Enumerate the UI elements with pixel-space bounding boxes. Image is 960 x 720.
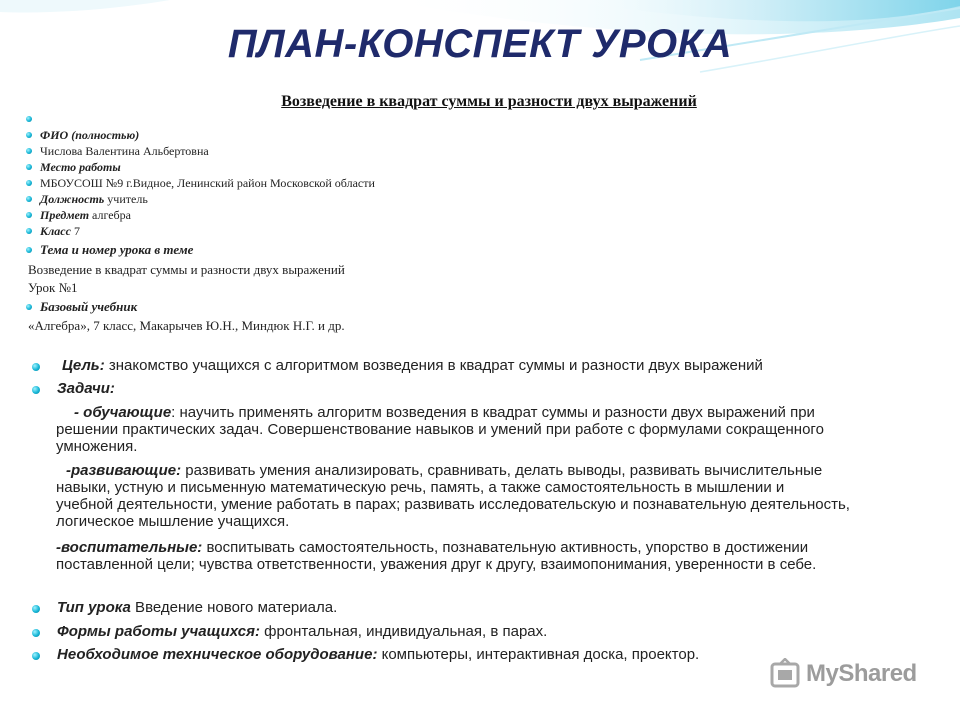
teach-line-3: умножения. (56, 438, 138, 455)
educate-line-1: воспитывать самостоятельность, познавательную активность, упорство в достижении (202, 539, 809, 556)
lesson-type-label: Тип урока (57, 599, 131, 616)
class-label: Класс (40, 224, 71, 238)
watermark-text: MyShared (806, 660, 917, 687)
bullet-icon (33, 606, 41, 614)
topic-value: Возведение в квадрат суммы и разности двух выражений (28, 262, 345, 277)
position-value: учитель (104, 192, 148, 206)
develop-line-4: логическое мышление учащихся. (56, 513, 290, 530)
textbook-value: «Алгебра», 7 класс, Макарычев Ю.Н., Миндюк Н.Г. и др. (28, 318, 345, 333)
develop-block (56, 462, 850, 530)
develop-line-1: развивать умения анализировать, сравнивать, делать выводы, развивать вычислительные (181, 462, 823, 479)
teach-label: - обучающие (74, 404, 172, 421)
work-forms-value: фронтальная, индивидуальная, в парах. (259, 623, 548, 640)
position-label: Должность (40, 192, 105, 206)
educate-line-2: поставленной цели; чувства ответственности, уважения друг к другу, взаимопонимания, уверенности в себе. (56, 556, 817, 573)
bullet-icon (26, 196, 34, 204)
subject-value: алгебра (89, 208, 131, 222)
lesson-type-value: Введение нового материала. (130, 599, 338, 616)
textbook-label: Базовый учебник (40, 299, 138, 314)
bullet-icon (33, 630, 41, 638)
work-label: Место работы (40, 160, 121, 174)
topic-label: Тема и номер урока в теме (40, 242, 194, 257)
bullet-icon (26, 116, 34, 124)
goal-label: Цель: (62, 357, 105, 374)
position-line (40, 192, 148, 207)
bullet-icon (33, 653, 41, 661)
develop-label: -развивающие: (66, 462, 182, 479)
class-line (40, 224, 80, 239)
work-forms-line (57, 623, 547, 640)
lesson-type-line (57, 599, 337, 616)
teach-block (56, 404, 824, 455)
bullet-icon (26, 164, 34, 172)
bullet-icon (26, 180, 34, 188)
tasks-line (57, 380, 115, 397)
bullet-icon (26, 132, 34, 140)
equipment-label: Необходимое техническое оборудование: (57, 646, 378, 663)
lesson-subtitle: Возведение в квадрат суммы и разности двух выражений (281, 93, 697, 110)
educate-label: -воспитательные: (56, 539, 203, 556)
work-forms-label: Формы работы учащихся: (57, 623, 260, 640)
bullet-icon (26, 228, 34, 236)
goal-value: знакомство учащихся с алгоритмом возведения в квадрат суммы и разности двух выражений (104, 357, 763, 374)
bullet-icon (26, 304, 34, 312)
equipment-line (57, 646, 699, 663)
tasks-label: Задачи: (57, 380, 115, 397)
develop-line-2: навыки, устную и письменную математическую речь, память, а также самостоятельность в мышлении и (56, 479, 785, 496)
subject-line (40, 208, 131, 223)
goal-line (62, 357, 763, 374)
fio-label: ФИО (полностью) (40, 128, 140, 142)
develop-line-3: учебной деятельности, умение работать в парах; развивать исследовательскую и познавательную деятельность, (56, 496, 850, 513)
teach-line-2: решении практических задач. Совершенствование навыков и умений при работе с формулами сокращенного (56, 421, 824, 438)
class-value: 7 (70, 224, 80, 238)
bullet-icon (26, 212, 34, 220)
fio-line (40, 128, 139, 143)
textbook-line (40, 299, 137, 315)
fio-value: Числова Валентина Альбертовна (40, 144, 209, 158)
bullet-icon (33, 364, 41, 372)
page-title: ПЛАН-КОНСПЕКТ УРОКА (227, 22, 733, 66)
bullet-icon (26, 247, 34, 255)
work-value: МБОУСОШ №9 г.Видное, Ленинский район Московской области (40, 176, 375, 190)
work-line (40, 160, 121, 175)
bullet-icon (26, 148, 34, 156)
bullet-icon (33, 387, 41, 395)
lesson-number: Урок №1 (28, 280, 78, 295)
subject-label: Предмет (40, 208, 90, 222)
equipment-value: компьютеры, интерактивная доска, проектор. (377, 646, 700, 663)
topic-line (40, 242, 193, 258)
teach-line-1: : научить применять алгоритм возведения в квадрат суммы и разности двух выражений при (171, 404, 815, 421)
educate-block (56, 539, 816, 573)
